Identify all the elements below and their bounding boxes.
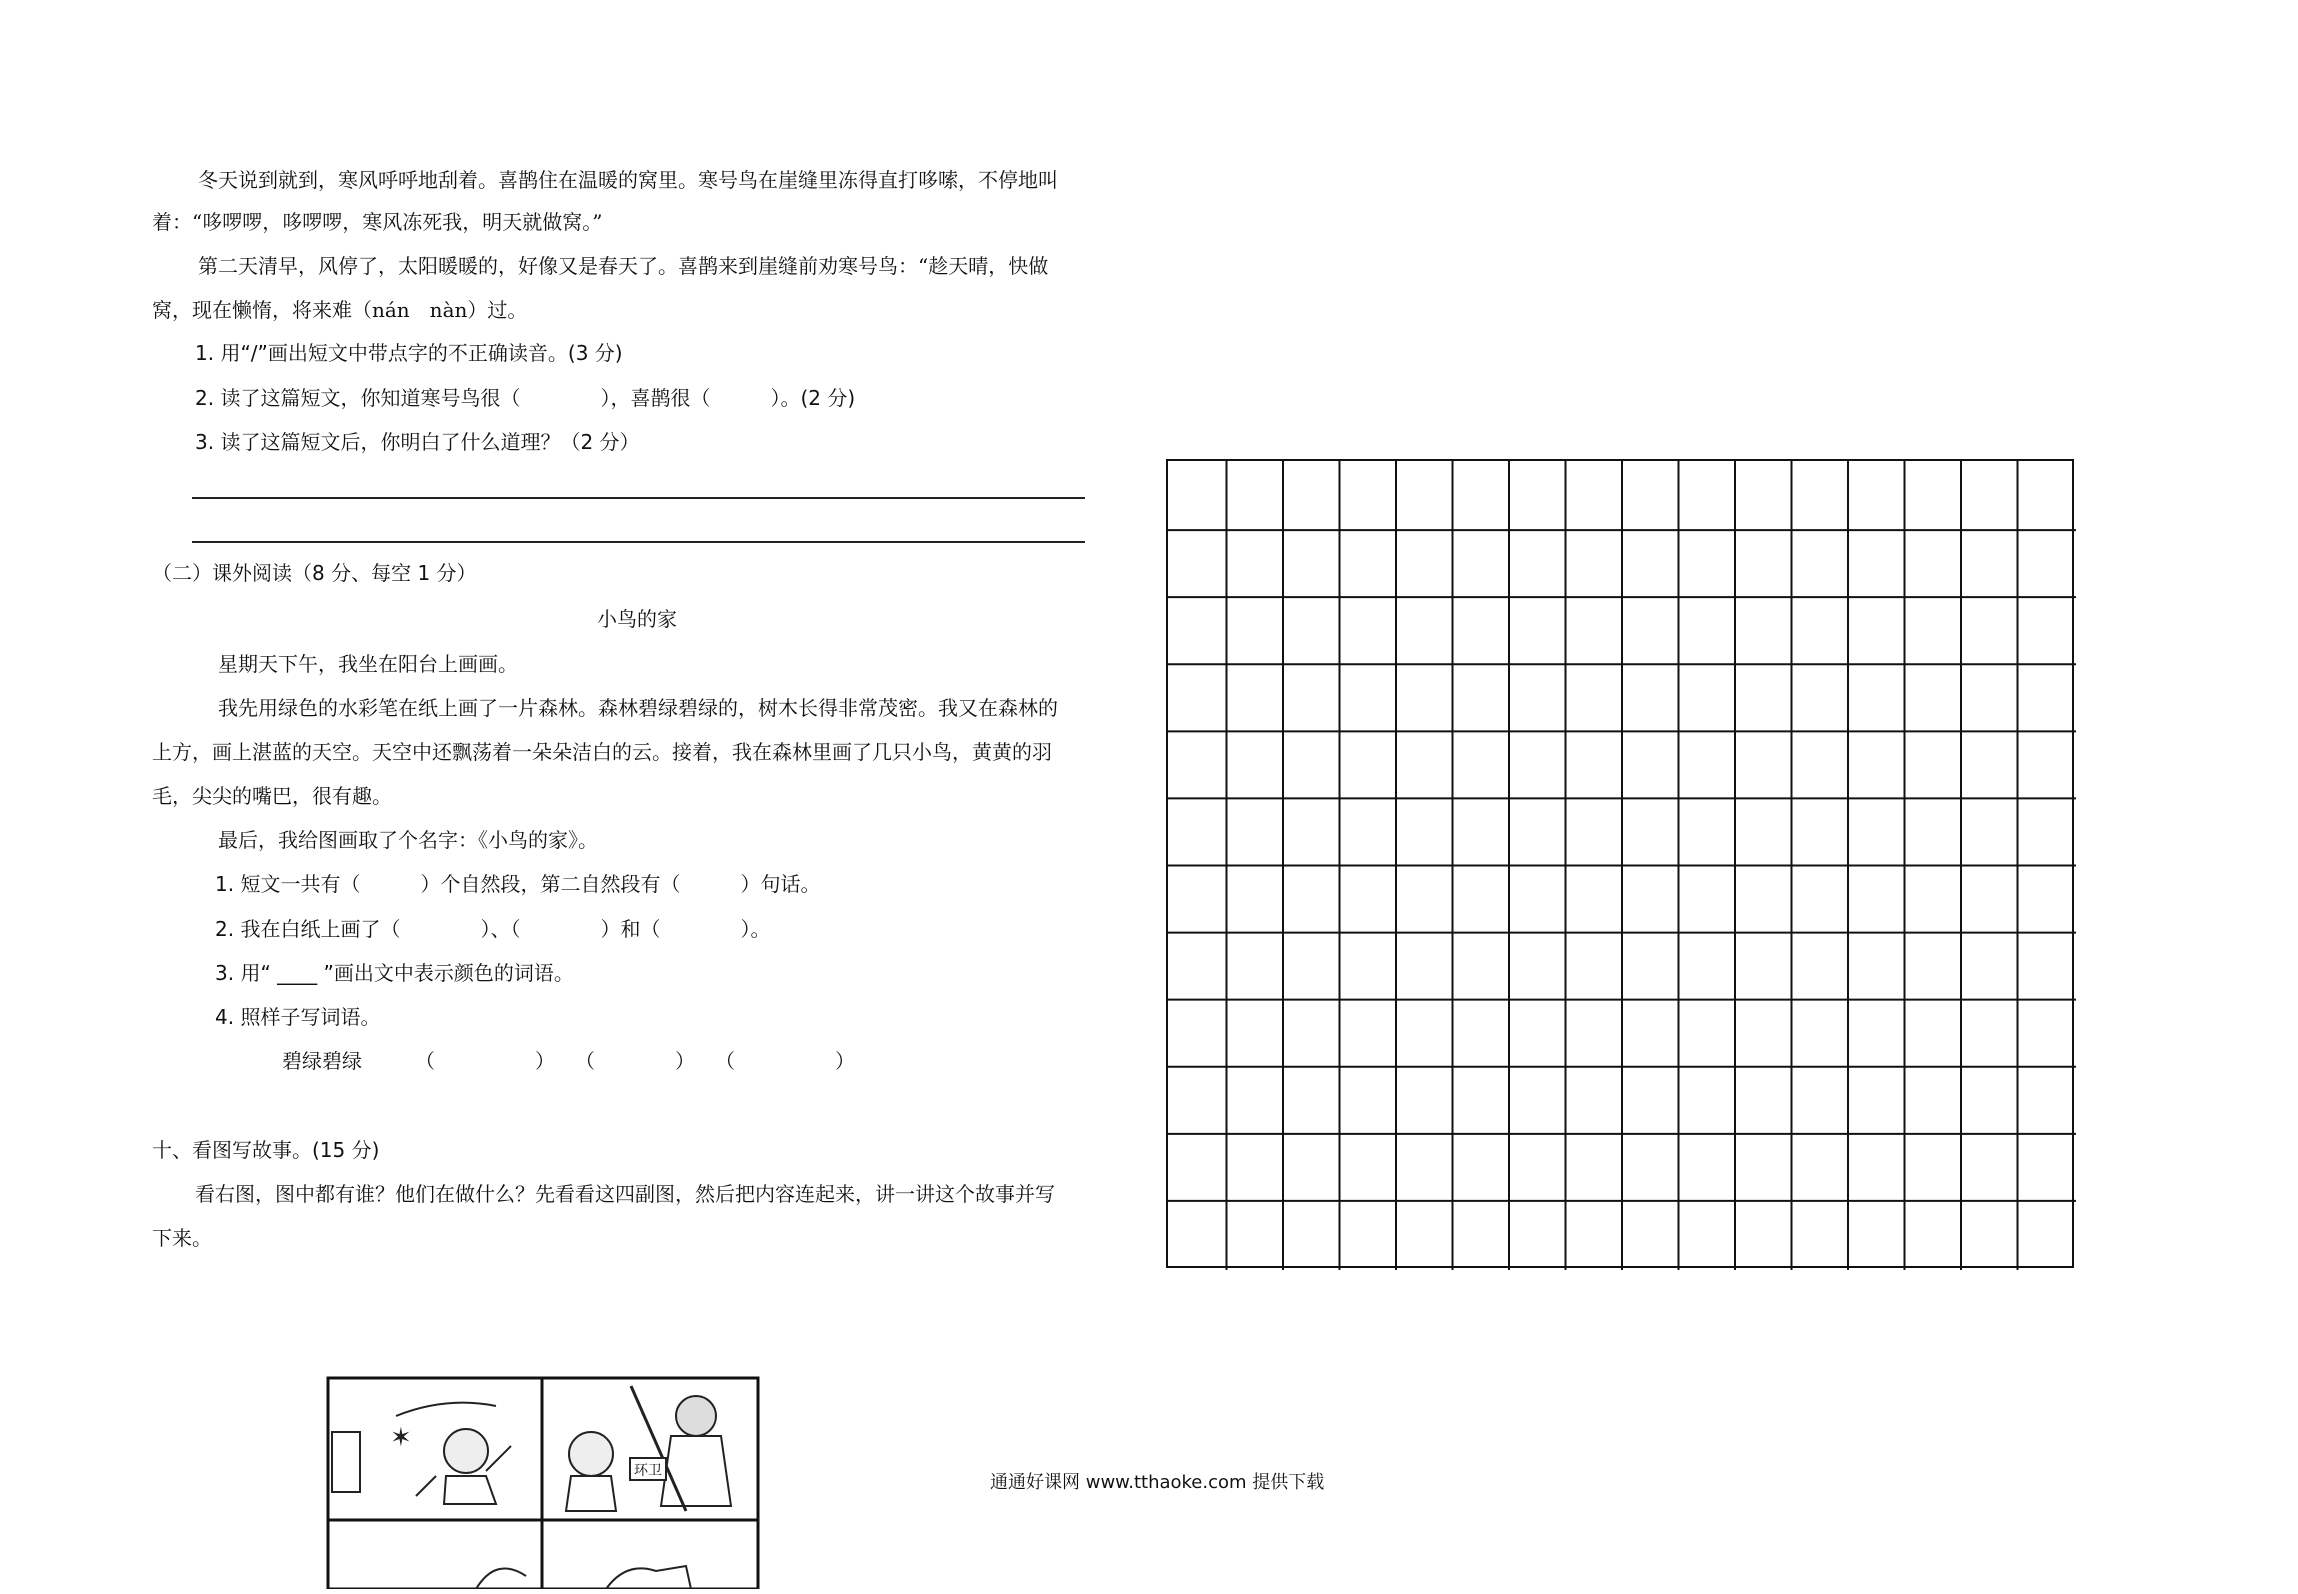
word-blanks[interactable]: （ ） （ ） （ ） (415, 1049, 855, 1073)
passage-paragraph-1: 星期天下午，我坐在阳台上画画。 (218, 652, 518, 676)
question-2: 2. 读了这篇短文，你知道寒号鸟很（ ），喜鹊很（ ）。(2 分) (195, 386, 856, 410)
question-1: 1. 用“/”画出短文中带点字的不正确读音。(3 分) (195, 341, 623, 365)
question-3: 3. 读了这篇短文后，你明白了什么道理？（2 分） (195, 430, 640, 454)
answer-line-2[interactable] (192, 541, 1085, 543)
passage-paragraph-3: 最后，我给图画取了个名字：《小鸟的家》。 (218, 828, 598, 852)
answer-line-1[interactable] (192, 497, 1085, 499)
story-prompt-line-1: 看右图，图中都有谁？他们在做什么？先看看这四副图，然后把内容连起来，讲一讲这个故事并写 (195, 1182, 1055, 1206)
passage-paragraph-2-line-3: 毛，尖尖的嘴巴，很有趣。 (152, 784, 392, 808)
grid-lines (1168, 461, 2076, 1270)
extra-question-3: 3. 用“ ____ ”画出文中表示颜色的词语。 (215, 961, 574, 985)
extra-question-1: 1. 短文一共有（ ）个自然段，第二自然段有（ ）句话。 (215, 872, 821, 896)
example-word: 碧绿碧绿 (282, 1049, 362, 1073)
passage-title: 小鸟的家 (597, 607, 677, 631)
section-heading-story: 十、看图写故事。(15 分) (152, 1138, 380, 1162)
extra-question-4: 4. 照样子写词语。 (215, 1005, 381, 1029)
footer-source: 通通好课网 www.tthaoke.com 提供下载 (990, 1472, 1325, 1493)
passage-1-line-2: 着：“哆啰啰，哆啰啰，寒风冻死我，明天就做窝。” (152, 210, 603, 234)
section-heading-extracurricular: （二）课外阅读（8 分、每空 1 分） (152, 561, 477, 585)
passage-1-line-1: 冬天说到就到，寒风呼呼地刮着。喜鹊住在温暖的窝里。寒号鸟在崖缝里冻得直打哆嗦，不停地叫 (198, 168, 1058, 192)
comic-sign: 环卫 (634, 1463, 662, 1479)
writing-grid[interactable] (1166, 459, 2074, 1268)
passage-paragraph-2-line-1: 我先用绿色的水彩笔在纸上画了一片森林。森林碧绿碧绿的，树木长得非常茂密。我又在森林的 (218, 696, 1058, 720)
passage-2-line-2: 窝，现在懒惰，将来难（nán nàn）过。 (152, 298, 528, 322)
passage-2-line-1: 第二天清早，风停了，太阳暖暖的，好像又是春天了。喜鹊来到崖缝前劝寒号鸟：“趁天晴，快做 (198, 254, 1049, 278)
story-prompt-line-2: 下来。 (152, 1226, 212, 1250)
comic-picture (326, 1376, 760, 1589)
svg-text:✶: ✶ (390, 1423, 412, 1453)
passage-paragraph-2-line-2: 上方，画上湛蓝的天空。天空中还飘荡着一朵朵洁白的云。接着，我在森林里画了几只小鸟，黄黄的羽 (152, 740, 1052, 764)
comic-drawing (326, 1376, 760, 1589)
extra-question-2: 2. 我在白纸上画了（ ）、（ ）和（ ）。 (215, 917, 771, 941)
